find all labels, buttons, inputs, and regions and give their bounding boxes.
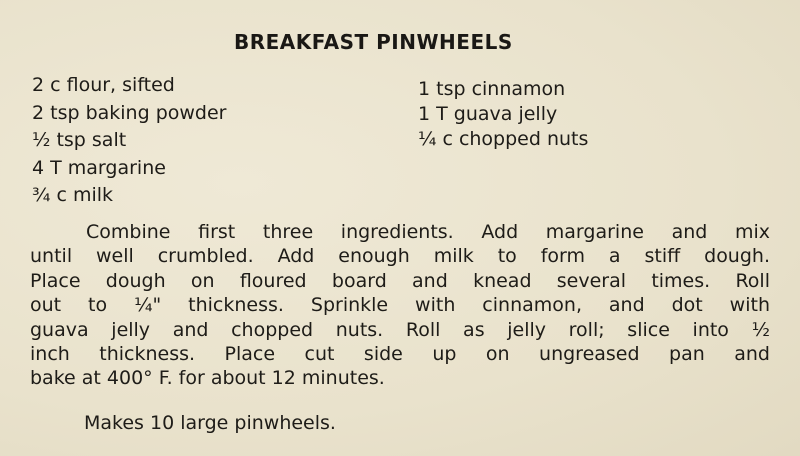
directions-line: out to ¼" thickness. Sprinkle with cinnamon, and dot with xyxy=(30,294,770,317)
directions-line: guava jelly and chopped nuts. Roll as jelly roll; slice into ½ xyxy=(30,318,770,341)
recipe-directions xyxy=(30,220,770,391)
recipe-yield: Makes 10 large pinwheels. xyxy=(84,412,336,434)
directions-line: Combine first three ingredients. Add margarine and mix xyxy=(86,221,770,243)
ingredients-list-right xyxy=(418,78,588,153)
ingredient-item: 2 tsp baking powder xyxy=(32,101,227,124)
ingredient-item: ½ tsp salt xyxy=(32,129,127,151)
directions-line: bake at 400° F. for about 12 minutes. xyxy=(30,367,385,390)
recipe-title: BREAKFAST PINWHEELS xyxy=(234,30,513,54)
directions-line: inch thickness. Place cut side up on ungreased pan and xyxy=(30,343,770,366)
ingredient-item: 4 T margarine xyxy=(32,156,166,179)
ingredient-item: 1 T guava jelly xyxy=(418,103,558,125)
ingredients-list-left xyxy=(32,74,227,212)
ingredient-item: 1 tsp cinnamon xyxy=(418,78,566,100)
directions-line: until well crumbled. Add enough milk to form a stiff dough. xyxy=(30,245,770,268)
directions-line: Place dough on floured board and knead several times. Roll xyxy=(30,269,770,292)
ingredient-item: ¾ c milk xyxy=(32,184,114,206)
ingredient-item: 2 c flour, sifted xyxy=(32,74,175,96)
ingredient-item: ¼ c chopped nuts xyxy=(418,128,589,150)
